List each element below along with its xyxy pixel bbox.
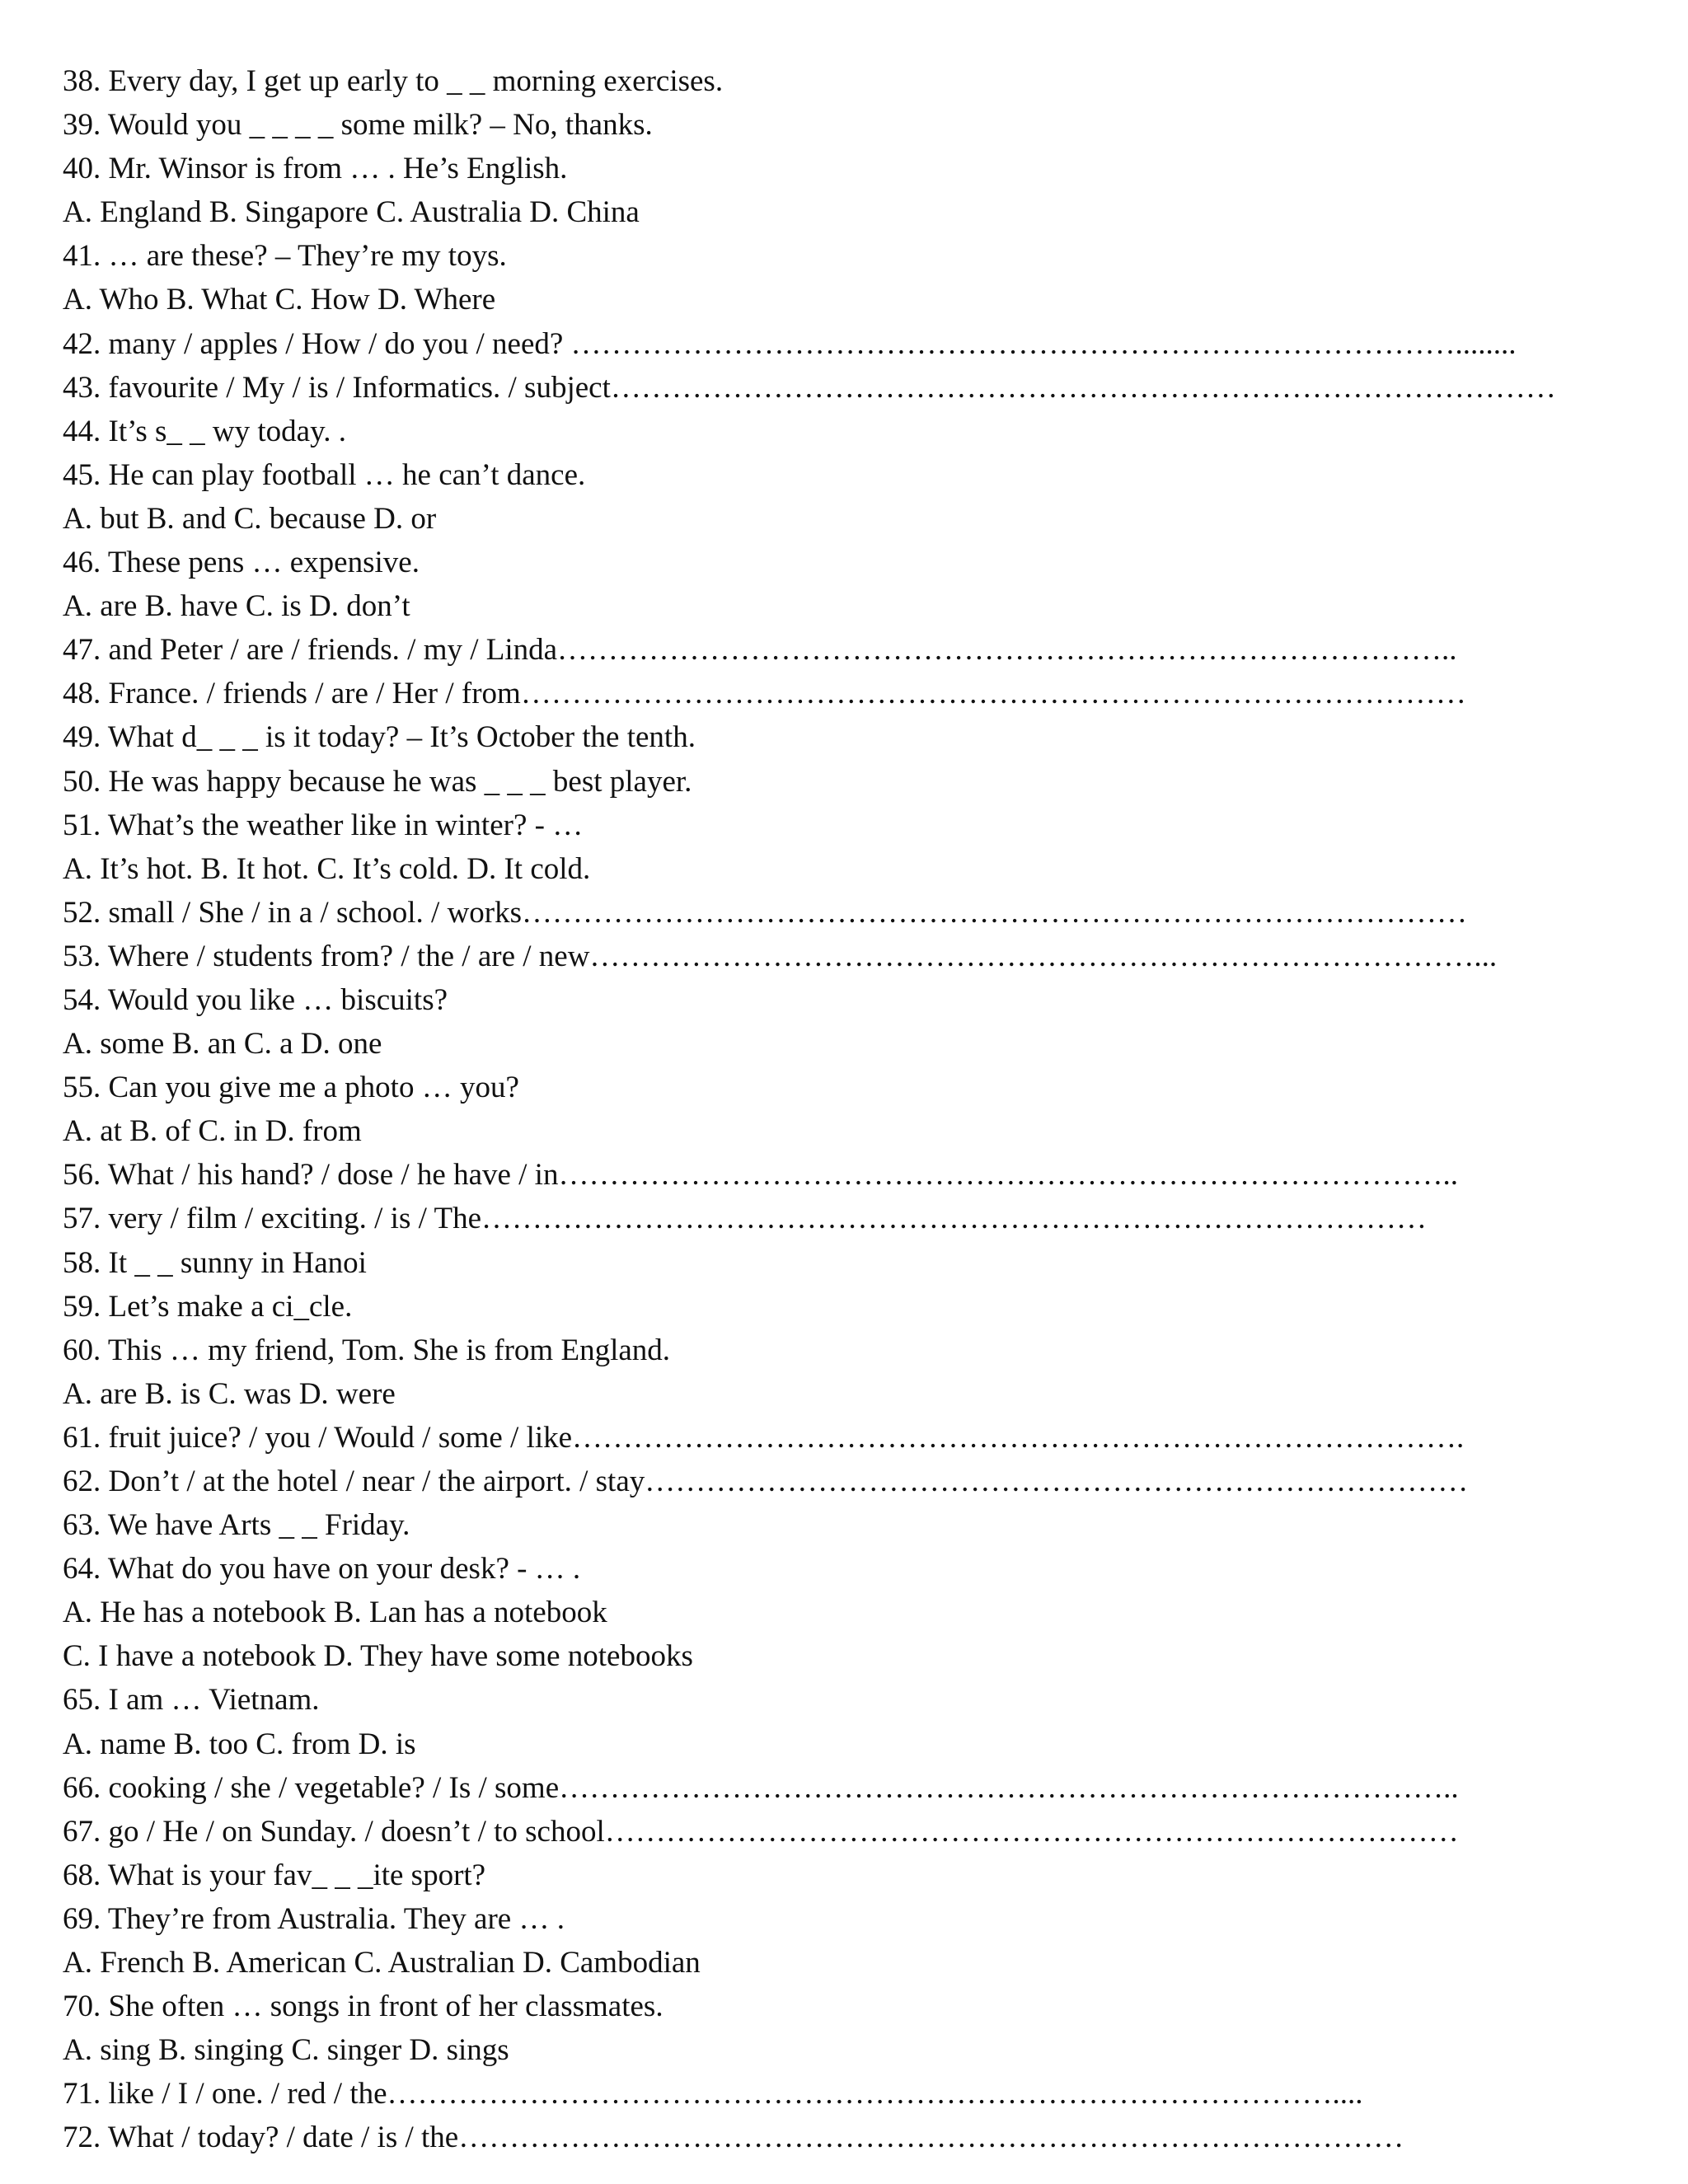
exercise-line: 53. Where / students from? / the / are / new……………………………………………………………………………... [63, 939, 1498, 973]
exercise-line: 45. He can play football … he can’t dance. [63, 457, 586, 492]
exercise-line: 72. What / today? / date / is / the………………………………………………………………………………… [63, 2121, 1404, 2155]
exercise-line: 63. We have Arts _ _ Friday. [63, 1508, 410, 1543]
exercise-line: 61. fruit juice? / you / Would / some / like……………………………………………………………………………. [63, 1420, 1465, 1455]
exercise-line: A. some B. an C. a D. one [63, 1027, 382, 1062]
exercise-line: 42. many / apples / How / do you / need? ……………………………………………………………………………........ [63, 326, 1517, 361]
exercise-line: A. England B. Singapore C. Australia D. China [63, 195, 640, 230]
exercise-line: 41. … are these? – They’re my toys. [63, 239, 507, 274]
exercise-line: A. He has a notebook B. Lan has a notebook [63, 1596, 607, 1630]
exercise-line: A. are B. have C. is D. don’t [63, 589, 410, 624]
exercise-line: 52. small / She / in a / school. / works………………………………………………………………………………… [63, 895, 1468, 930]
exercise-line: 54. Would you like … biscuits? [63, 982, 448, 1017]
exercise-line: 49. What d_ _ _ is it today? – It’s October the tenth. [63, 720, 696, 755]
exercise-line: A. but B. and C. because D. or [63, 501, 437, 536]
exercise-line: 47. and Peter / are / friends. / my / Linda…………………………………………………………………………….. [63, 633, 1457, 668]
exercise-line: 66. cooking / she / vegetable? / Is / some…………………………………………………………………………….. [63, 1770, 1459, 1805]
exercise-line: C. I have a notebook D. They have some notebooks [63, 1639, 693, 1674]
exercise-line: 62. Don’t / at the hotel / near / the airport. / stay……………………………………………………………………… [63, 1465, 1469, 1498]
exercise-line: 48. France. / friends / are / Her / from………………………………………………………………………………… [63, 677, 1466, 711]
exercise-line: A. It’s hot. B. It hot. C. It’s cold. D. It cold. [63, 851, 591, 886]
exercise-line: 38. Every day, I get up early to _ _ morning exercises. [63, 64, 724, 98]
exercise-line: A. Who B. What C. How D. Where [63, 283, 496, 317]
exercise-line: 39. Would you _ _ _ _ some milk? – No, thanks. [63, 108, 653, 143]
exercise-line: 51. What’s the weather like in winter? - … [63, 808, 584, 842]
exercise-line: 58. It _ _ sunny in Hanoi [63, 1245, 367, 1280]
exercise-line: 60. This … my friend, Tom. She is from England. [63, 1333, 671, 1367]
exercise-line: 65. I am … Vietnam. [63, 1683, 320, 1718]
exercise-line: 67. go / He / on Sunday. / doesn’t / to school………………………………………………………………………… [63, 1814, 1459, 1849]
exercise-line: 56. What / his hand? / dose / he have / in…………………………………………………………………………….. [63, 1158, 1458, 1193]
exercise-line: 69. They’re from Australia. They are … . [63, 1901, 565, 1936]
exercise-line: A. sing B. singing C. singer D. sings [63, 2033, 509, 2068]
exercise-list [63, 59, 1629, 2160]
exercise-line: 59. Let’s make a ci_cle. [63, 1289, 353, 1324]
exercise-line: 43. favourite / My / is / Informatics. / subject………………………………………………………………………………… [63, 370, 1556, 405]
exercise-line: A. are B. is C. was D. were [63, 1376, 396, 1411]
exercise-line: 71. like / I / one. / red / the………………………………………………………………………………….... [63, 2077, 1363, 2111]
exercise-line: 40. Mr. Winsor is from … . He’s English. [63, 152, 568, 186]
exercise-line: 70. She often … songs in front of her classmates. [63, 1990, 663, 2024]
exercise-line: A. French B. American C. Australian D. Cambodian [63, 1946, 701, 1980]
exercise-line: 50. He was happy because he was _ _ _ best player. [63, 764, 692, 799]
exercise-line: A. name B. too C. from D. is [63, 1727, 416, 1761]
exercise-line: A. at B. of C. in D. from [63, 1114, 362, 1149]
exercise-line: 57. very / film / exciting. / is / The………………………………………………………………………………… [63, 1202, 1427, 1236]
exercise-line: 68. What is your fav_ _ _ite sport? [63, 1858, 486, 1892]
exercise-line: 64. What do you have on your desk? - … . [63, 1552, 581, 1586]
exercise-line: 46. These pens … expensive. [63, 546, 420, 580]
exercise-line: 55. Can you give me a photo … you? [63, 1071, 519, 1105]
exercise-line: 44. It’s s_ _ wy today. . [63, 414, 346, 448]
